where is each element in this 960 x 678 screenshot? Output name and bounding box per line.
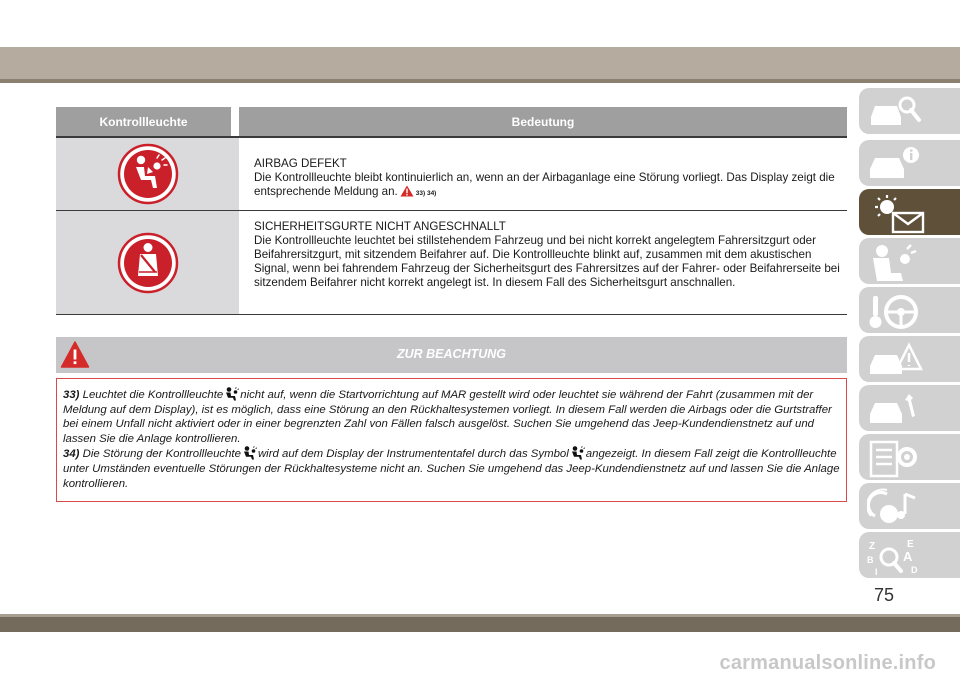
top-decor-band (0, 47, 960, 83)
car-info-icon (867, 145, 923, 183)
row-description: Die Kontrollleuchte bleibt kontinuierlich an, wenn an der Airbaganlage eine Störung vorliegt. Das Display zeigt die entsprechende Meldung an. (254, 171, 835, 198)
svg-text:B: B (867, 555, 874, 565)
watermark-text: carmanualsonline.info (719, 652, 936, 674)
svg-text:E: E (907, 539, 914, 550)
airbag-symbol-icon (224, 387, 239, 401)
svg-text:D: D (911, 565, 918, 575)
svg-text:A: A (903, 549, 913, 564)
note-title: ZUR BEACHTUNG (396, 347, 507, 361)
car-service-icon (867, 390, 923, 428)
tab-warning-lights-messages[interactable] (859, 189, 960, 235)
tab-emergency[interactable] (859, 336, 960, 382)
table-row (56, 138, 847, 210)
note-number: 34) (63, 448, 80, 461)
specs-gear-icon (867, 439, 923, 479)
seatbelt-warning-icon (117, 232, 179, 294)
header-warning-light: Kontrollleuchte (56, 107, 239, 136)
warning-light-message-icon (867, 194, 931, 234)
row-title: AIRBAG DEFEKT (254, 157, 347, 170)
note-number: 33) (63, 389, 80, 401)
tab-safety[interactable] (859, 238, 960, 284)
warning-triangle-icon (400, 185, 414, 197)
tab-index[interactable] (859, 532, 960, 578)
car-emergency-icon (867, 341, 923, 379)
row-description: Die Kontrollleuchte leuchtet bei stillstehendem Fahrzeug und bei nicht korrekt angelegtem Fahrersitzgurt oder Beifahrersitzgurt, mit sitzendem Beifahrer auf. Die Kontrollleuchte blinkt auf, zusammen mit dem akustischen Signal, wenn bei fahrendem Fahrzeug der Sicherheitsgurt des Fahrersitzes auf der Fahrer- oder Beifahrerseite bei sitzendem Beifahrer nicht korrekt angelegt ist. In diesem Fall des Sicherheitsgurt anschnallen. (254, 234, 840, 289)
svg-text:I: I (875, 567, 878, 577)
steering-key-icon (867, 292, 923, 332)
page-number: 75 (874, 585, 895, 605)
tab-car-search[interactable] (859, 88, 960, 134)
tab-starting-driving[interactable] (859, 287, 960, 333)
table-row (56, 210, 847, 314)
note-body: 33) Leuchtet die Kontrollleuchte nicht auf, wenn die Startvorrichtung auf MAR gestellt wird oder leuchtet sie während der Fahrt (zusammen mit der Meldung auf dem Display), ist es möglich, dass eine Störung an den Rückhaltesystemen vorliegt. In diesem Fall werden die Airbags oder die Gurtstraffer bei einem Unfall nicht aktiviert oder in einer begrenzten Zahl von Fällen falsch ausgelöst. Suchen Sie umgehend das Jeep-Kundendienstnetz auf und lassen Sie die Anlage kontrollieren. 34) Die Störung der Kontrollleuchte wird auf dem Display der Instrumententafel durch das Symbol angezeigt. In diesem Fall zeigt die Kontrollleuchte unter Umständen eventuelle Störungen der Rückhaltesysteme nicht an. Suchen Sie umgehend das Jeep-Kundendienstnetz auf und lassen Sie die Anlage kontrollieren. (56, 378, 847, 502)
airbag-warning-icon (117, 143, 179, 205)
airbag-symbol-icon (242, 446, 257, 460)
note-header (56, 337, 847, 373)
multimedia-icon (867, 488, 923, 528)
table-header (56, 107, 847, 136)
car-search-icon (867, 93, 923, 131)
index-search-icon (867, 537, 927, 579)
tab-servicing[interactable] (859, 385, 960, 431)
row-title: SICHERHEITSGURTE NICHT ANGESCHNALLT (254, 220, 506, 233)
airbag-symbol-icon (570, 446, 585, 460)
warning-lights-table (56, 107, 847, 315)
header-meaning: Bedeutung (511, 114, 575, 129)
footnote-refs[interactable]: 33) 34) (415, 190, 437, 197)
svg-text:Z: Z (869, 541, 876, 552)
tab-multimedia[interactable] (859, 483, 960, 529)
tab-car-info[interactable] (859, 140, 960, 186)
seat-safety-icon (867, 243, 923, 281)
tab-technical-data[interactable] (859, 434, 960, 480)
bottom-decor-band (0, 614, 960, 632)
